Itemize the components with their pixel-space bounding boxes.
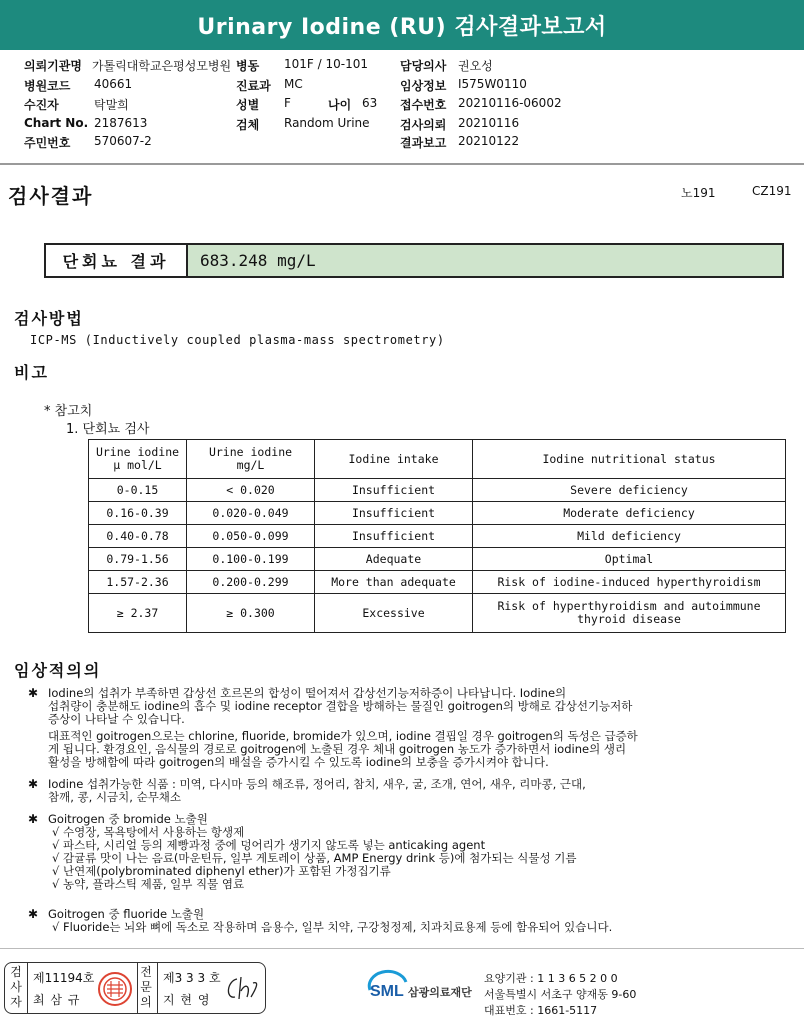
result-box: [44, 243, 784, 278]
header-patient: 수진자 탁말희: [24, 98, 129, 112]
table-header-row: [89, 440, 786, 479]
table-cell: ≥ 2.37: [89, 594, 187, 633]
bullet-icon: ✱: [28, 777, 39, 791]
clinical-foods: Iodine 섭취가능한 식품 : 미역, 다시마 등의 해조류, 정어리, 참치, 새우, 굴, 조개, 연어, 새우, 리마콩, 근대, 참깨, 콩, 시금치, 순무채소: [48, 777, 586, 804]
header-department: 진료과 MC: [236, 77, 303, 93]
header-sex: 성별 F: [236, 96, 291, 112]
specialist-label: 전 문 의: [140, 965, 152, 1009]
table-cell: ≥ 0.300: [187, 594, 315, 633]
bullet-icon: ✱: [28, 686, 39, 700]
remarks-title: 비고: [14, 363, 49, 382]
footer-line-1: 요양기관 : 1 1 3 6 5 2 0 0: [484, 972, 618, 985]
header-hospital: 의뢰기관명 가톨릭대학교은평성모병원: [24, 59, 232, 73]
table-cell: 0.050-0.099: [187, 525, 315, 548]
ref-sub-label: 1. 단회뇨 검사: [66, 422, 150, 437]
table-cell: Insufficient: [315, 502, 473, 525]
header-doctor: 담당의사 권오성: [400, 59, 493, 73]
header-chart-no: Chart No. 2187613: [24, 116, 148, 130]
table-cell: Insufficient: [315, 525, 473, 548]
table-cell: Adequate: [315, 548, 473, 571]
result-value: 683.248 mg/L: [188, 245, 782, 276]
table-cell: 0.200-0.299: [187, 571, 315, 594]
bullet-icon: ✱: [28, 812, 39, 826]
header-receipt-no: 접수번호 20210116-06002: [400, 96, 562, 112]
reference-table: [88, 439, 786, 633]
col-header-status: Iodine nutritional status: [473, 440, 786, 479]
ref-label: * 참고치: [44, 404, 93, 419]
header-divider: [0, 163, 804, 165]
code-left: 노191: [681, 186, 716, 200]
footer-line-3: 대표번호 : 1661-5117: [484, 1004, 598, 1017]
table-cell: Severe deficiency: [473, 479, 786, 502]
signature-icon: [223, 973, 263, 1008]
section-title: 검사결과: [8, 184, 94, 208]
table-cell: 0.020-0.049: [187, 502, 315, 525]
header-ward: 병동 101F / 10-101: [236, 57, 368, 73]
table-row: [89, 548, 786, 571]
table-row: [89, 571, 786, 594]
table-cell: Excessive: [315, 594, 473, 633]
header-specimen: 검체 Random Urine: [236, 116, 370, 132]
header-request-date: 검사의뢰 20210116: [400, 116, 520, 132]
header-age: 나이 63: [328, 96, 378, 112]
method-text: ICP-MS (Inductively coupled plasma-mass spectrometry): [30, 333, 445, 347]
org-name: 삼광의료재단: [408, 986, 472, 999]
specialist-license: 제3 3 3 호: [163, 971, 221, 985]
col-header-mg: Urine iodine mg/L: [187, 440, 315, 479]
table-cell: Mild deficiency: [473, 525, 786, 548]
table-cell: 0.16-0.39: [89, 502, 187, 525]
table-row: [89, 502, 786, 525]
signature-box: [4, 962, 266, 1014]
table-row: [89, 525, 786, 548]
examiner-label: 검 사 자: [10, 965, 22, 1009]
table-cell: More than adequate: [315, 571, 473, 594]
table-cell: < 0.020: [187, 479, 315, 502]
bromide-section: Goitrogen 중 bromide 노출원 √ 수영장, 목욕탕에서 사용하는 항생제 √ 파스타, 시리얼 등의 제빵과정 중에 덩어리가 생기지 않도록 넣는 anticaking agent √ 감귤류 맛이 나는 음료(마운틴듀, 일부 게토레이 상품, AMP Energy drink 등)에 첨가되는 식물성 기름 √ 난연제(polybrominated diphenyl ether)가 포함된 가정집기류 √ 농약, 플라스틱 제품, 일부 직물 염료: [48, 812, 577, 891]
table-cell: Risk of iodine-induced hyperthyroidism: [473, 571, 786, 594]
table-cell: Optimal: [473, 548, 786, 571]
clinical-para-2: 대표적인 goitrogen으로는 chlorine, fluoride, bromide가 있으며, iodine 결핍일 경우 goitrogen의 독성은 급증하 게 됩니다. 환경요인, 음식물의 경로로 goitrogen에 노출된 경우 체내 goitrogen 농도가 증가하면서 iodine의 생리 활성을 방해함에 따라 goitrogen의 배설을 증가시킬 수 있도록 iodine의 보충을 증가시켜야 합니다.: [48, 729, 638, 769]
bullet-icon: ✱: [28, 907, 39, 921]
table-cell: 0-0.15: [89, 479, 187, 502]
svg-text:SML: SML: [370, 983, 404, 1000]
col-header-umol: Urine iodine μ mol/L: [89, 440, 187, 479]
table-cell: 0.40-0.78: [89, 525, 187, 548]
table-cell: Moderate deficiency: [473, 502, 786, 525]
report-title: Urinary Iodine (RU) 검사결과보고서: [0, 0, 804, 50]
col-header-intake: Iodine intake: [315, 440, 473, 479]
table-row: [89, 479, 786, 502]
clinical-title: 임상적의의: [14, 661, 102, 680]
seal-icon: [97, 971, 133, 1007]
table-cell: 1.57-2.36: [89, 571, 187, 594]
method-title: 검사방법: [14, 309, 84, 328]
header-hospital-code: 병원코드 40661: [24, 77, 133, 93]
table-row: [89, 594, 786, 633]
result-label: 단회뇨 결과: [46, 245, 188, 276]
clinical-para-1: Iodine의 섭취가 부족하면 갑상선 호르몬의 합성이 떨어져서 갑상선기능저하증이 나타납니다. Iodine의 섭취량이 충분해도 iodine의 흡수 및 iodine receptor 결합을 방해하는 물질인 goitrogen의 방해로 갑상선기능저하 증상이 나타날 수 있습니다.: [48, 686, 633, 726]
examiner-name: 최 삼 규: [33, 993, 81, 1007]
footer-line-2: 서울특별시 서초구 양재동 9-60: [484, 988, 637, 1001]
fluoride-section: Goitrogen 중 fluoride 노출원 √ Fluoride는 뇌와 뼈에 독소로 작용하며 음용수, 일부 치약, 구강청정제, 치과치료용제 등에 함유되어 있습니다.: [48, 907, 613, 934]
examiner-license: 제11194호: [33, 971, 95, 985]
specialist-name: 지 현 영: [163, 993, 211, 1007]
table-cell: 0.79-1.56: [89, 548, 187, 571]
header-rrn: 주민번호 570607-2: [24, 134, 152, 150]
header-clinical-info: 임상정보 I575W0110: [400, 77, 527, 93]
table-cell: Insufficient: [315, 479, 473, 502]
table-cell: 0.100-0.199: [187, 548, 315, 571]
code-right: CZ191: [752, 184, 792, 198]
table-cell: Risk of hyperthyroidism and autoimmune thyroid disease: [473, 594, 786, 633]
header-report-date: 결과보고 20210122: [400, 134, 520, 150]
footer-divider: [0, 948, 804, 949]
